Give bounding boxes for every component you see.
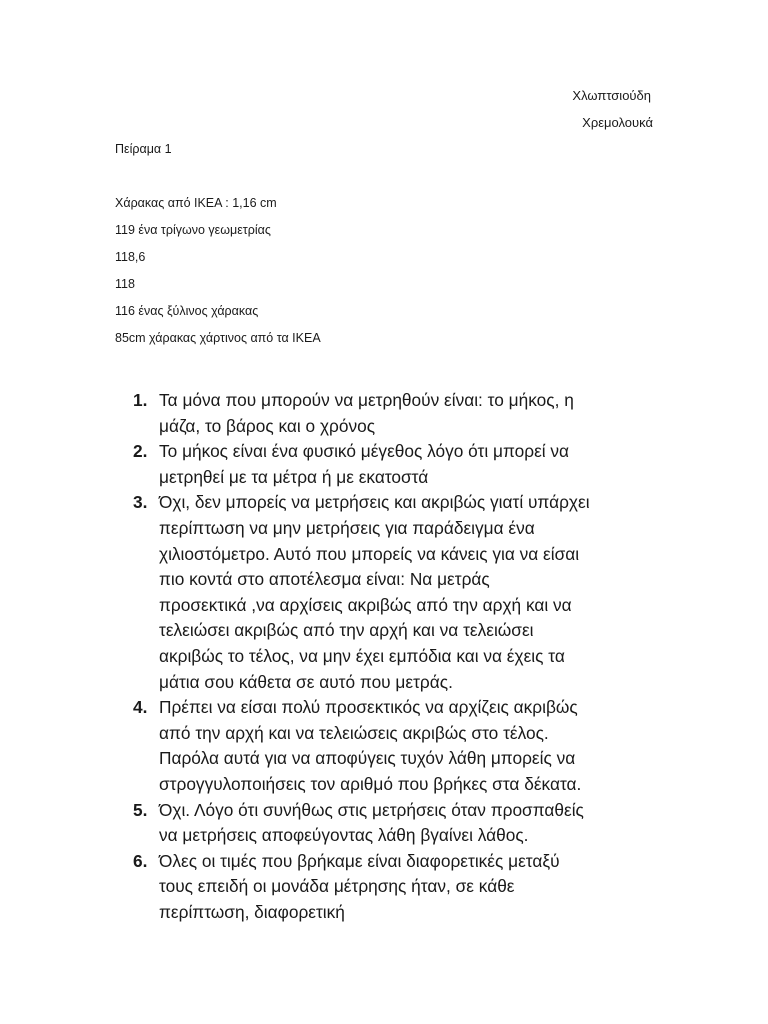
answer-line: Παρόλα αυτά για να αποφύγεις τυχόν λάθη μπορείς να	[159, 748, 576, 769]
answer-line: τους επειδή οι μονάδα μέτρησης ήταν, σε κάθε	[159, 876, 515, 897]
answers-list	[131, 388, 651, 925]
measurement-line: 118	[115, 277, 135, 291]
answer-line: προσεκτικά ,να αρχίσεις ακριβώς από την αρχή και να	[159, 594, 572, 615]
answer-item	[131, 798, 651, 849]
measurement-line: 119 ένα τρίγωνο γεωμετρίας	[115, 223, 271, 237]
answer-item	[131, 388, 651, 439]
answer-number: 1.	[133, 390, 148, 410]
answer-number: 6.	[133, 850, 148, 871]
answer-line: μάτια σου κάθετα σε αυτό που μετράς.	[159, 671, 453, 692]
answer-line: από την αρχή και να τελειώσεις ακριβώς στο τέλος.	[159, 722, 549, 743]
answer-line: ακριβώς το τέλος, να μην έχει εμπόδια και να έχεις τα	[159, 645, 565, 666]
answer-line: Τα μόνα που μπορούν να μετρηθούν είναι: το μήκος, η	[159, 390, 574, 410]
answer-line: Όχι, δεν μπορείς να μετρήσεις και ακριβώς γιατί υπάρχει	[159, 492, 590, 513]
notes-block	[115, 141, 321, 346]
measurement-line: 116 ένας ξύλινος χάρακας	[115, 304, 259, 318]
answer-number: 5.	[133, 799, 148, 820]
answer-line: Όλες οι τιμές που βρήκαμε είναι διαφορετικές μεταξύ	[159, 850, 560, 871]
answer-line: μετρηθεί με τα μέτρα ή με εκατοστά	[159, 466, 429, 487]
answer-line: Όχι. Λόγο ότι συνήθως στις μετρήσεις όταν προσπαθείς	[159, 799, 584, 820]
answer-line: Το μήκος είναι ένα φυσικό μέγεθος λόγο ότι μπορεί να	[159, 441, 570, 462]
answer-item	[131, 439, 651, 490]
author-name: Χλωπτσιούδη	[572, 88, 651, 103]
answer-line: στρογγυλοποιήσεις τον αριθμό που βρήκες στα δέκατα.	[159, 773, 582, 794]
author-name: Χρεμολουκά	[582, 115, 653, 130]
measurement-line: 85cm χάρακας χάρτινος από τα ΙΚΕΑ	[115, 331, 321, 345]
answer-item	[131, 849, 651, 926]
answer-number: 3.	[133, 492, 148, 513]
answer-line: περίπτωση, διαφορετική	[159, 901, 345, 922]
answer-item	[131, 695, 651, 797]
answer-item	[131, 490, 651, 695]
answer-line: χιλιοστόμετρο. Αυτό που μπορείς να κάνεις για να είσαι	[159, 543, 580, 564]
answer-line: μάζα, το βάρος και ο χρόνος	[159, 415, 376, 436]
answer-line: Πρέπει να είσαι πολύ προσεκτικός να αρχίζεις ακριβώς	[159, 697, 578, 718]
experiment-title: Πείραμα 1	[115, 142, 172, 156]
answer-line: τελειώσει ακριβώς από την αρχή και να τελειώσει	[159, 620, 534, 641]
answer-line: περίπτωση να μην μετρήσεις για παράδειγμα ένα	[159, 517, 535, 538]
measurement-line: Χάρακας από ΙΚΕΑ : 1,16 cm	[115, 196, 277, 210]
answer-number: 4.	[133, 697, 148, 718]
answer-number: 2.	[133, 441, 148, 462]
answer-line: πιο κοντά στο αποτέλεσμα είναι: Να μετράς	[159, 569, 490, 590]
answer-line: να μετρήσεις αποφεύγοντας λάθη βγαίνει λάθος.	[159, 825, 529, 846]
measurement-line: 118,6	[115, 250, 146, 264]
